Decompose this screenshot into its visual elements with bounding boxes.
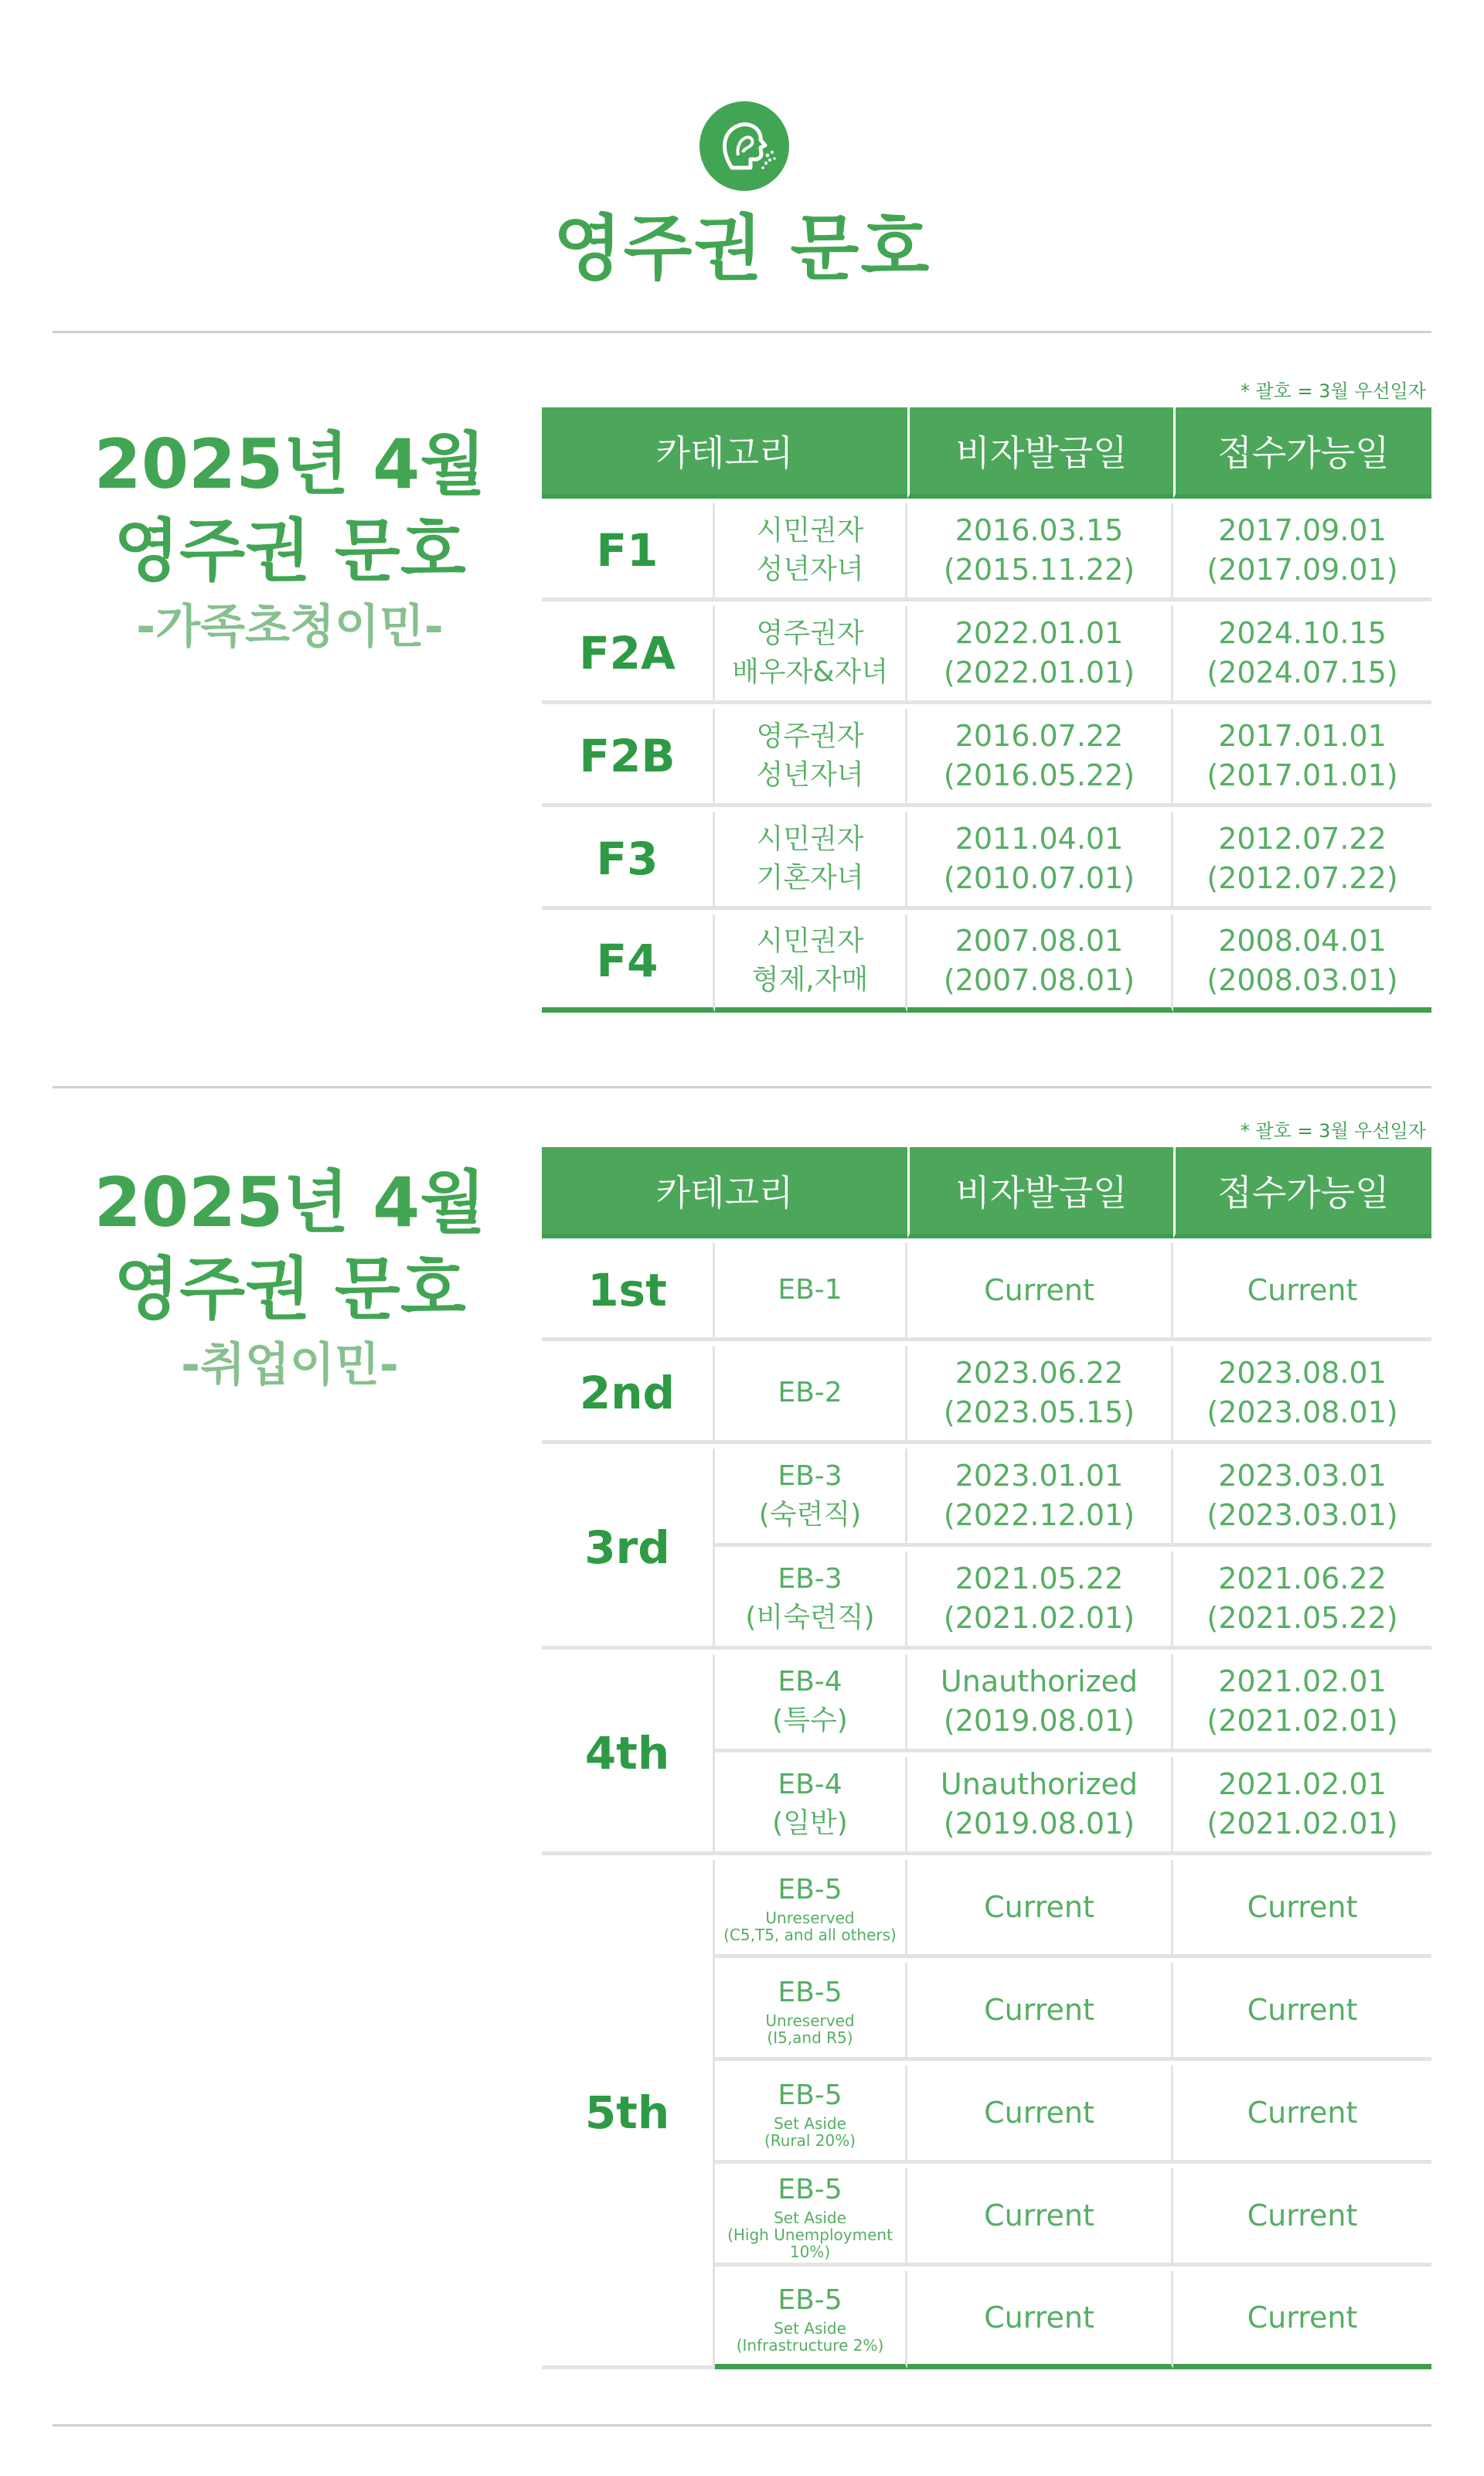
filing-date-cell: Current [1173, 1963, 1431, 2061]
issue-date-cell: Current [907, 2066, 1173, 2164]
filing-date-cell: 2012.07.22 (2012.07.22) [1173, 812, 1431, 910]
employment-heading-line2: 영주권 문호 [114, 1249, 466, 1329]
category-group: 1st [542, 1243, 715, 1341]
divider-top [53, 331, 1431, 333]
column-header-issue-date: 비자발급일 [907, 1147, 1173, 1238]
issue-date-cell: Current [907, 2168, 1173, 2267]
table-header-row [542, 407, 1431, 499]
family-heading-line1: 2025년 4월 [94, 424, 486, 504]
filing-date-cell: 2021.06.22 (2021.05.22) [1173, 1551, 1431, 1650]
filing-date-cell: Current [1173, 1243, 1431, 1341]
filing-date-cell: 2024.10.15 (2024.07.15) [1173, 606, 1431, 704]
issue-date-cell: Current [907, 1963, 1173, 2061]
employment-heading-line1: 2025년 4월 [94, 1163, 486, 1242]
issue-date-cell: 2011.04.01 (2010.07.01) [907, 812, 1173, 910]
filing-date-cell: Current [1173, 2271, 1431, 2369]
filing-date-cell: 2023.03.01 (2023.03.01) [1173, 1449, 1431, 1547]
table-row [542, 1243, 1431, 1341]
category-desc: 시민권자 성년자녀 [715, 503, 907, 601]
employment-note: * 괄호 = 3월 우선일자 [1240, 1120, 1426, 1142]
family-heading-line2: 영주권 문호 [114, 511, 466, 591]
table-row [542, 503, 1431, 601]
issue-date-cell: 2021.05.22 (2021.02.01) [907, 1551, 1173, 1650]
category-group: 3rd [542, 1449, 715, 1650]
category-desc: 영주권자 성년자녀 [715, 709, 907, 807]
divider-middle [53, 1086, 1431, 1088]
category-desc: EB-4 (일반) [715, 1757, 907, 1855]
category-desc: EB-3 (숙련직) [715, 1449, 907, 1547]
filing-date-cell: Current [1173, 2066, 1431, 2164]
family-table [542, 403, 1431, 1017]
issue-date-cell: 2023.06.22 (2023.05.15) [907, 1346, 1173, 1444]
column-header-category: 카테고리 [542, 1147, 907, 1238]
family-note: * 괄호 = 3월 우선일자 [1240, 380, 1426, 402]
category-code: F2A [542, 606, 715, 704]
category-desc: 영주권자 배우자&자녀 [715, 606, 907, 704]
category-desc: EB-5 Unreserved (I5,and R5) [715, 1963, 907, 2061]
filing-date-cell: 2008.04.01 (2008.03.01) [1173, 914, 1431, 1013]
issue-date-cell: Unauthorized (2019.08.01) [907, 1757, 1173, 1855]
category-desc: EB-4 (특수) [715, 1654, 907, 1752]
table-row [542, 1449, 1431, 1547]
filing-date-cell: 2017.01.01 (2017.01.01) [1173, 709, 1431, 807]
column-header-filing-date: 접수가능일 [1173, 1147, 1431, 1238]
column-header-issue-date: 비자발급일 [907, 407, 1173, 499]
category-group: 4th [542, 1654, 715, 1855]
category-code: F1 [542, 503, 715, 601]
filing-date-cell: 2021.02.01 (2021.02.01) [1173, 1757, 1431, 1855]
category-desc: EB-2 [715, 1346, 907, 1444]
divider-bottom [53, 2424, 1431, 2427]
category-group: 2nd [542, 1346, 715, 1444]
filing-date-cell: 2021.02.01 (2021.02.01) [1173, 1654, 1431, 1752]
category-code: F4 [542, 914, 715, 1013]
brand-logo-icon [699, 101, 789, 191]
issue-date-cell: Unauthorized (2019.08.01) [907, 1654, 1173, 1752]
table-row [542, 914, 1431, 1013]
issue-date-cell: 2023.01.01 (2022.12.01) [907, 1449, 1173, 1547]
category-desc: 시민권자 형제,자매 [715, 914, 907, 1013]
issue-date-cell: Current [907, 2271, 1173, 2369]
category-desc: EB-5 Set Aside (Infrastructure 2%) [715, 2271, 907, 2369]
category-code: F3 [542, 812, 715, 910]
category-desc: EB-5 Unreserved (C5,T5, and all others) [715, 1860, 907, 1958]
filing-date-cell: 2023.08.01 (2023.08.01) [1173, 1346, 1431, 1444]
filing-date-cell: 2017.09.01 (2017.09.01) [1173, 503, 1431, 601]
table-row [542, 606, 1431, 704]
employment-table [542, 1143, 1431, 2374]
family-subheading: -가족초청이민- [136, 600, 444, 654]
issue-date-cell: Current [907, 1860, 1173, 1958]
employment-heading [70, 1160, 510, 1398]
category-group: 5th [542, 1860, 715, 2369]
filing-date-cell: Current [1173, 1860, 1431, 1958]
issue-date-cell: Current [907, 1243, 1173, 1341]
employment-subheading: -취업이민- [181, 1338, 399, 1392]
table-row [542, 709, 1431, 807]
category-code: F2B [542, 709, 715, 807]
table-row [542, 1654, 1431, 1752]
table-header-row [542, 1147, 1431, 1238]
category-desc: EB-3 (비숙련직) [715, 1551, 907, 1650]
table-row [542, 1860, 1431, 1958]
issue-date-cell: 2022.01.01 (2022.01.01) [907, 606, 1173, 704]
page-title: 영주권 문호 [553, 207, 931, 290]
issue-date-cell: 2007.08.01 (2007.08.01) [907, 914, 1173, 1013]
column-header-filing-date: 접수가능일 [1173, 407, 1431, 499]
table-row [542, 812, 1431, 910]
family-heading [70, 421, 510, 659]
issue-date-cell: 2016.07.22 (2016.05.22) [907, 709, 1173, 807]
issue-date-cell: 2016.03.15 (2015.11.22) [907, 503, 1173, 601]
column-header-category: 카테고리 [542, 407, 907, 499]
category-desc: EB-1 [715, 1243, 907, 1341]
category-desc: EB-5 Set Aside (High Unemployment 10%) [715, 2168, 907, 2267]
filing-date-cell: Current [1173, 2168, 1431, 2267]
category-desc: 시민권자 기혼자녀 [715, 812, 907, 910]
table-row [542, 1346, 1431, 1444]
category-desc: EB-5 Set Aside (Rural 20%) [715, 2066, 907, 2164]
